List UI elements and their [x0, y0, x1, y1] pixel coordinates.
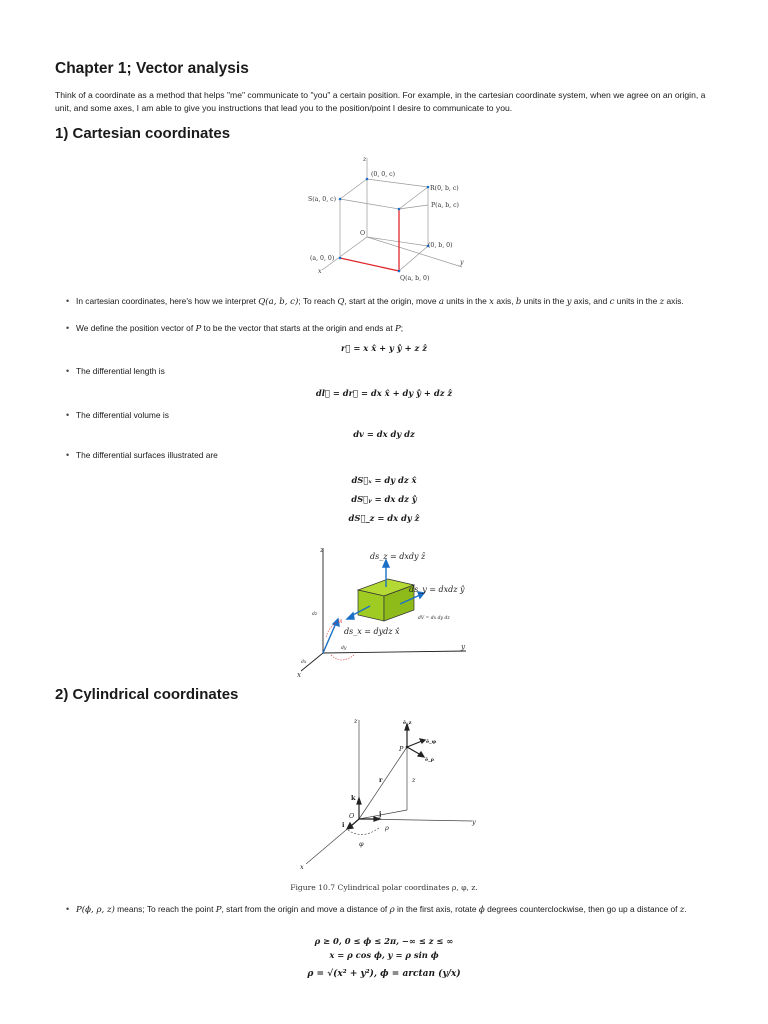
equation-cylindrical-xy: x = ρ cos ϕ, y = ρ sin ϕ: [329, 950, 439, 960]
fig3-ez-label: ê_z: [403, 720, 412, 726]
equation-cylindrical-ranges: ρ ≥ 0, 0 ≤ ϕ ≤ 2π, −∞ ≤ z ≤ ∞: [314, 936, 454, 946]
cartesian-coordinates-figure: [300, 152, 480, 287]
equation-position-vector: r⃗ = x x̂ + y ŷ + z ẑ: [341, 343, 427, 353]
fig2-dsx-label: ds_x = dydz x̂: [344, 627, 400, 636]
fig3-y-axis-label: y: [472, 818, 476, 826]
fig3-z-axis-label: z: [354, 717, 358, 725]
fig2-dsy-label: ds_y = dxdz ŷ: [409, 585, 465, 594]
fig2-dz-label: dz: [312, 612, 318, 617]
fig2-dsz-label: ds_z = dxdy ẑ: [370, 552, 426, 561]
bullet-dot: •: [66, 450, 70, 460]
fig2-dx-label: dx: [301, 660, 307, 665]
bullet-dot: •: [66, 410, 70, 420]
fig1-x-label: x: [318, 268, 322, 275]
fig3-point-P: P: [399, 745, 404, 753]
equation-surface-x: dS⃗ₓ = dy dz x̂: [351, 475, 417, 485]
section-heading-cartesian: 1) Cartesian coordinates: [55, 125, 231, 142]
fig1-point-a00: (a, 0, 0): [310, 255, 335, 262]
fig1-z-label: z: [363, 156, 367, 163]
fig3-erho-label: ê_ρ: [425, 757, 435, 763]
equation-surface-z: dS⃗_z = dx dy ẑ: [348, 513, 420, 523]
fig1-origin-label: O: [360, 230, 366, 237]
fig1-point-0b0: (0, b, 0): [428, 242, 453, 249]
fig1-point-S: S(a, 0, c): [308, 196, 337, 203]
fig3-origin-label: O: [349, 812, 355, 820]
fig1-point-Q: Q(a, b, 0): [400, 275, 430, 282]
fig3-phi-label: φ: [359, 840, 364, 848]
fig2-dv-label: dV = dx dy dz: [418, 616, 450, 621]
fig2-y-label: y: [461, 642, 466, 651]
fig2-dy-label: dy: [341, 646, 347, 651]
bullet-dot: •: [66, 904, 70, 914]
fig3-ephi-label: ê_φ: [426, 739, 437, 745]
fig3-i-label: i: [342, 821, 345, 829]
intro-paragraph: Think of a coordinate as a method that helps "me" communicate to "you" a certain position. For example, in the cartesian coordinate system, when we agree on an origin, a unit, and some axes, I am able to give you instructions that lead you to the position/point I desire to communicate to you.: [55, 90, 706, 113]
fig3-x-axis-label: x: [300, 863, 304, 871]
equation-surface-y: dS⃗ᵧ = dx dz ŷ: [351, 494, 417, 504]
document-page: Chapter 1; Vector analysis Think of a coordinate as a method that helps "me" communicate to "you" a certain position. For example, in the cartesian coordinate system, when we agree on an origin, a unit, and some axes, I am able to give you instructions that lead you to the position/point I desire to communicate to you. 1) Cartesian coordinates z y x O (0, 0, c) R(0, b, c) S(a, 0, c) P(a, b, c) (0, b, 0) (a, 0, 0) Q(a, b, 0) • In cartesian coordinates, here's how we interpret Q(a, b, c); To reach Q, start at the origin, move a units in the x axis, b units in the y axis, and c units in the z axis. • We define the position vector of P to be the vector that starts at the origin and ends at P; r⃗ = x x̂ + y ŷ + z ẑ • The differential length is dl⃗ = dr⃗ = dx x̂ + dy ŷ + dz ẑ • The differential volume is dv = dx dy dz • The differential surfaces illustrated are dS⃗ₓ = dy dz x̂ dS⃗ᵧ = dx dz ŷ dS⃗_z = dx dy ẑ z y x ds_z = dxdy ẑ ds_y = dxdz ŷ ds_x = dydz x̂ dV = dx dy dz dx dy dz dl 2) Cylindrical coordinates z y x O P r k i j ρ φ z ê_z ê_φ ê_ρ Figure 10.7 Cylindrical polar coordinates ρ, φ, z. • P(ϕ, ρ, z) means; To reach the point P, start from the origin and move a distance of ρ in the first axis, rotate ϕ degrees counterclockwise, then go up a distance of z. ρ ≥ 0, 0 ≤ ϕ ≤ 2π, −∞ ≤ z ≤ ∞ x = ρ cos ϕ, y = ρ sin ϕ ρ = √(x² + y²), ϕ = arctan (y/x): [0, 0, 768, 1024]
differential-volume-figure: [296, 543, 476, 678]
bullet-dot: •: [66, 296, 70, 306]
equation-differential-volume: dv = dx dy dz: [353, 429, 415, 439]
section-heading-cylindrical: 2) Cylindrical coordinates: [55, 686, 239, 703]
fig2-x-label: x: [297, 670, 302, 678]
fig1-point-R: R(0, b, c): [430, 185, 459, 192]
fig1-y-label: y: [460, 259, 464, 266]
equation-cylindrical-rho-phi: ρ = √(x² + y²), ϕ = arctan (y/x): [307, 969, 461, 979]
fig1-point-P: P(a, b, c): [431, 202, 459, 209]
bullet-dot: •: [66, 323, 70, 333]
chapter-title: Chapter 1; Vector analysis: [55, 60, 249, 77]
fig3-r-label: r: [379, 776, 383, 784]
figure-caption-cylindrical: Figure 10.7 Cylindrical polar coordinates ρ, φ, z.: [290, 883, 478, 892]
fig2-z-label: z: [320, 545, 324, 554]
bullet-dot: •: [66, 366, 70, 376]
fig3-k-label: k: [351, 794, 356, 802]
equation-differential-length: dl⃗ = dr⃗ = dx x̂ + dy ŷ + dz ẑ: [315, 388, 453, 398]
fig2-dl-label: dl: [338, 620, 343, 625]
cylindrical-coordinates-figure: [284, 712, 484, 880]
fig3-z-height-label: z: [412, 776, 416, 784]
fig3-j-label: j: [379, 810, 382, 818]
fig1-point-00c: (0, 0, c): [371, 171, 396, 178]
fig3-rho-label: ρ: [385, 824, 389, 832]
